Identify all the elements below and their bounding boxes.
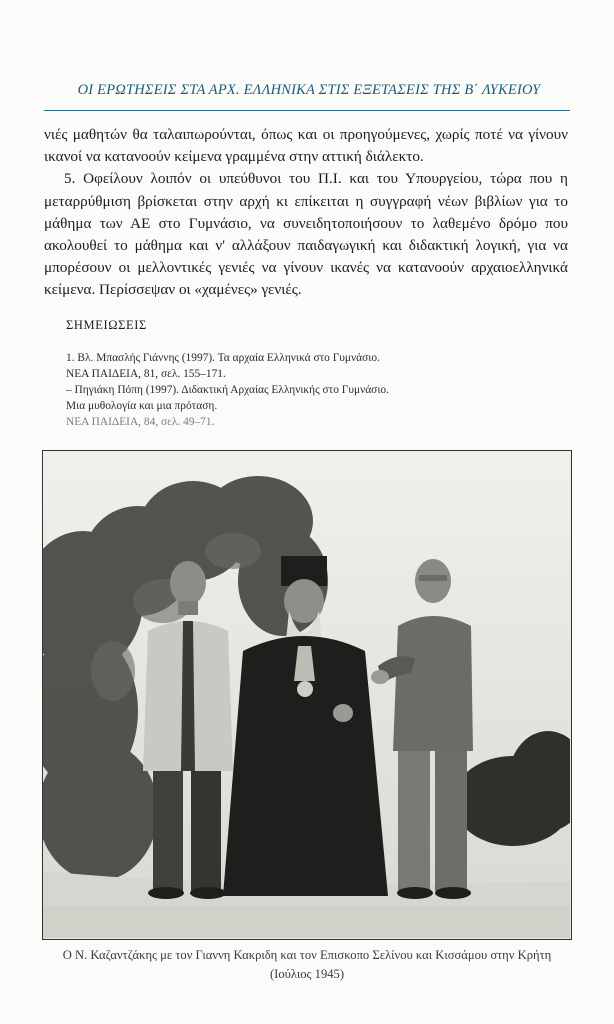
note-line: ΝΕΑ ΠΑΙΔΕΙΑ, 81, σελ. 155–171. — [66, 368, 226, 380]
photo-caption: Ο Ν. Καζαντζάκης με τον Γιαννη Κακριδη και τον Επισκοπο Σελίνου και Κισσάμου στην Κρήτη (Ιούλιος 1945) — [62, 948, 552, 981]
photo-bottom-band — [43, 906, 570, 938]
paragraph-continuation: νιές μαθητών θα ταλαιπωρούνται, όπως και οι προηγούμενες, χωρίς ποτέ να γίνουν ικανοί να κατανοούν κείμενα γραμμένα στην αττική διάλεκτο. — [44, 126, 568, 166]
photograph-illustration — [43, 451, 570, 938]
note-line: Μια μυθολογία και μια πρόταση. — [66, 400, 218, 412]
running-header: ΟΙ ΕΡΩΤΗΣΕΙΣ ΣΤΑ ΑΡΧ. ΕΛΛΗΝΙΚΑ ΣΤΙΣ ΕΞΕΤΑΣΕΙΣ ΤΗΣ Β΄ ΛΥΚΕΙΟΥ — [77, 82, 541, 98]
historical-photograph — [42, 450, 572, 940]
notes-list — [66, 350, 556, 430]
paragraph-point-5: 5. Οφείλουν λοιπόν οι υπεύθυνοι του Π.Ι. και του Υπουργείου, τώρα που η μεταρρύθμιση βρίσκεται στην αρχή κι επίκειται η συγγραφή νέων βιβλίων για το μάθημα των ΑΕ στο Γυμνάσιο, να συνειδητοποιήσουν το λαθεμένο δρόμο που ακολουθεί το μάθημα και ν' αλλάξουν παιδαγωγική και διδακτική λογική, για να μπορέσουν οι μελλοντικές γενιές να γίνουν ικανές να κατανοούν αρχαιοελληνικά κείμενα. Περίσσεψαν οι «χαμένες» γενιές. — [44, 170, 568, 299]
note-line: 1. Βλ. Μπασλής Γιάννης (1997). Τα αρχαία Ελληνικά στο Γυμνάσιο. — [66, 352, 380, 364]
note-line: – Πηγιάκη Πόπη (1997). Διδακτική Αρχαίας Ελληνικής στο Γυμνάσιο. — [66, 384, 389, 396]
note-line: ΝΕΑ ΠΑΙΔΕΙΑ, 84, σελ. 49–71. — [66, 416, 215, 428]
body-text — [44, 124, 568, 302]
header-rule — [44, 110, 570, 111]
notes-heading: ΣΗΜΕΙΩΣΕΙΣ — [66, 318, 147, 332]
